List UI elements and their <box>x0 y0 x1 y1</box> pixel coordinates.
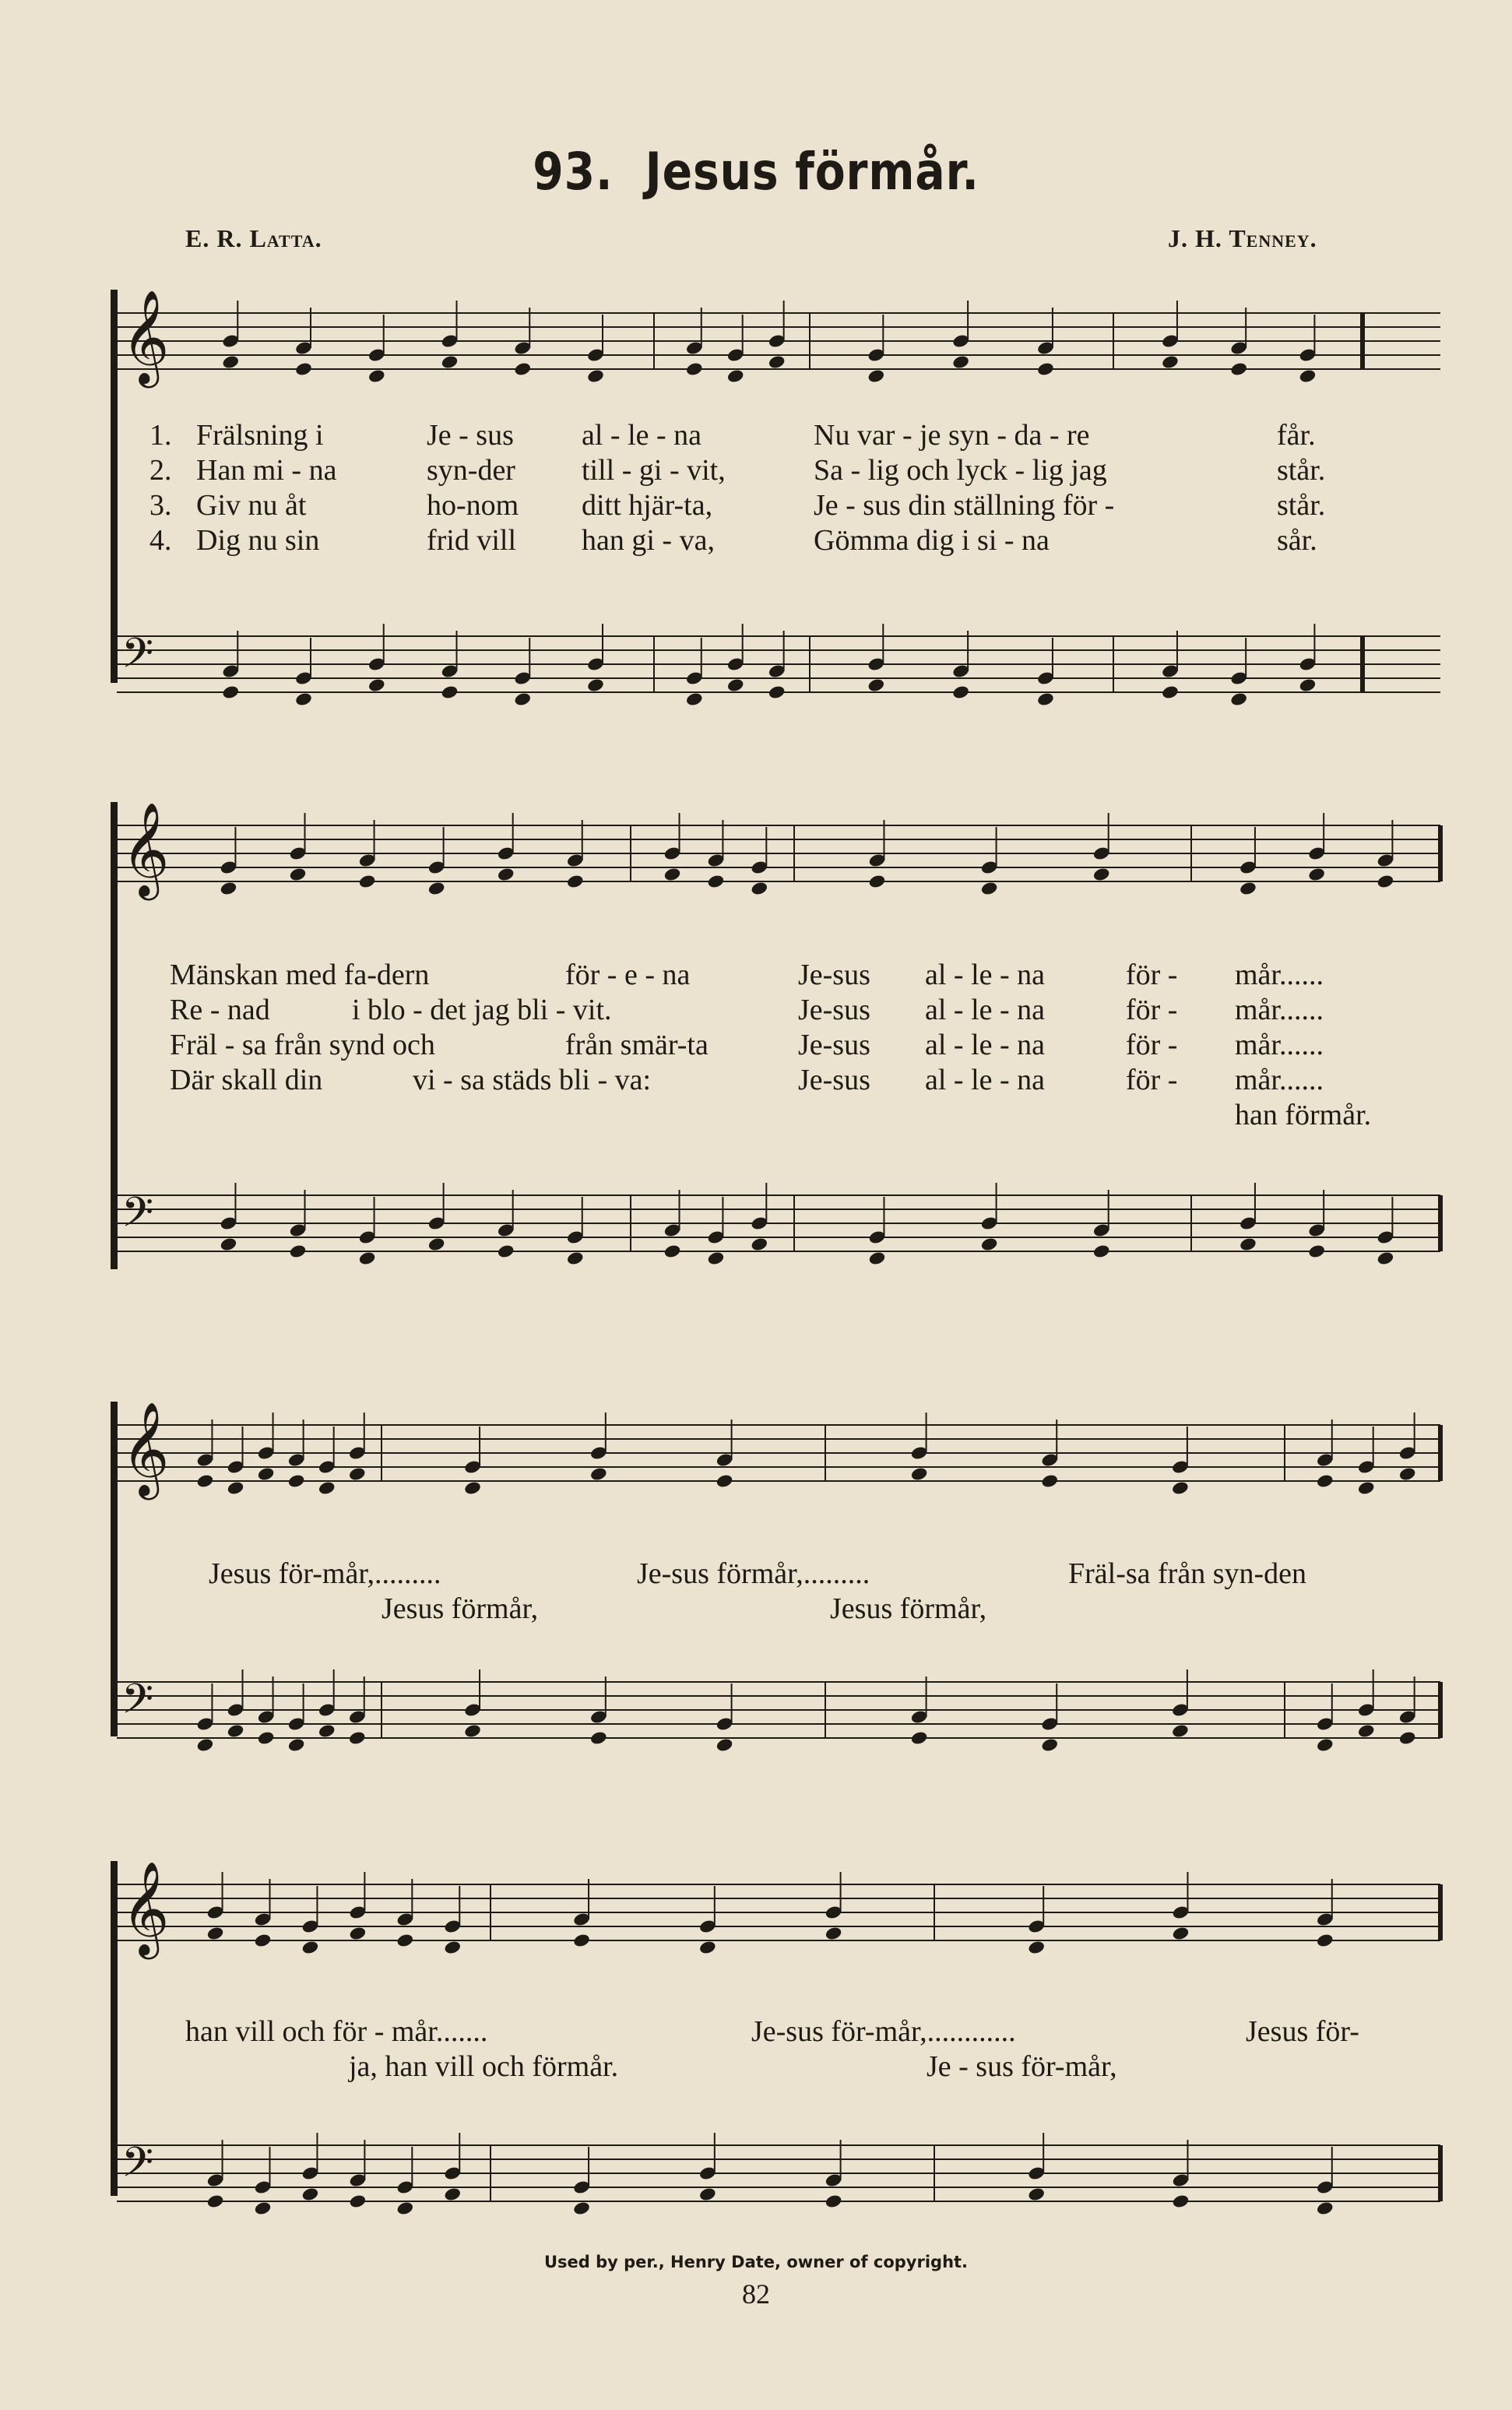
verse-text: al - le - na <box>925 994 1046 1026</box>
treble-clef-icon: 𝄞 <box>121 801 170 896</box>
note-head <box>1316 1737 1334 1753</box>
staff-treble <box>117 1861 1440 1970</box>
note-head <box>1239 1237 1257 1252</box>
verse-text: Je - sus <box>427 419 514 452</box>
note-head <box>566 874 585 889</box>
note-head <box>441 354 459 370</box>
verse-text: Re - nad <box>170 994 270 1026</box>
system-bracket <box>111 290 126 718</box>
verse-text: Han mi - na <box>196 454 337 487</box>
note-head <box>707 874 726 889</box>
verse-text: Je-sus <box>798 1064 870 1096</box>
bass-clef-icon: 𝄢 <box>121 1676 154 1733</box>
note-head <box>586 368 605 384</box>
note-head <box>1299 368 1317 384</box>
verse-number: 4. <box>149 524 172 557</box>
system-bracket <box>111 802 126 1269</box>
note-head <box>768 354 786 370</box>
note-head <box>1316 1933 1334 1948</box>
verse-text: ho-nom <box>427 489 519 522</box>
note-head <box>206 2194 225 2209</box>
note-head <box>726 368 745 384</box>
treble-clef-icon: 𝄞 <box>121 289 170 384</box>
verse-text: står. <box>1277 454 1326 487</box>
bass-clef-icon: 𝄢 <box>121 1189 154 1247</box>
verse-text: för - <box>1126 1029 1178 1061</box>
note-head <box>1398 1466 1417 1482</box>
note-head <box>1398 1730 1417 1746</box>
note-head <box>289 867 308 882</box>
verse-text: för - <box>1126 959 1178 991</box>
note-head <box>1161 354 1180 370</box>
note-head <box>572 1933 591 1948</box>
note-head <box>1027 1940 1046 1955</box>
note-head <box>1172 1926 1190 1941</box>
note-head <box>206 1926 225 1941</box>
note-head <box>497 867 515 882</box>
verse-text: Sa - lig och lyck - lig jag <box>814 454 1107 487</box>
verse-text: står. <box>1277 489 1326 522</box>
chorus-echo-text: Je - sus för-mår, <box>927 2050 1117 2083</box>
note-head <box>868 1251 887 1266</box>
note-head <box>1357 1480 1376 1496</box>
note-head <box>867 368 886 384</box>
note-head <box>589 1466 608 1482</box>
note-head <box>254 2201 273 2216</box>
note-head <box>716 1737 734 1753</box>
note-head <box>396 2201 415 2216</box>
note-head <box>348 1466 367 1482</box>
chorus-text: Jesus för-mår,......... <box>209 1557 441 1590</box>
note-head <box>301 2187 320 2202</box>
chorus-echo-text: Jesus förmår, <box>382 1592 539 1625</box>
note-head <box>1027 2187 1046 2202</box>
note-head <box>254 1933 273 1948</box>
note-head <box>318 1480 336 1496</box>
note-head <box>663 1244 682 1259</box>
verse-text: Där skall din <box>170 1064 323 1096</box>
note-head <box>1316 2201 1334 2216</box>
note-head <box>910 1466 929 1482</box>
note-head <box>396 1933 415 1948</box>
note-head <box>586 677 605 693</box>
note-head <box>463 1723 482 1739</box>
verse-text: al - le - na <box>925 1064 1046 1096</box>
note-head <box>1316 1473 1334 1489</box>
verse-text: syn-der <box>427 454 515 487</box>
note-head <box>1036 361 1055 377</box>
chorus-text: Jesus för- <box>1246 2015 1359 2048</box>
note-head <box>367 368 386 384</box>
verse-text: Je-sus <box>798 1029 870 1061</box>
lyricist-credit: E. R. Latta. <box>185 224 322 252</box>
note-head <box>1161 684 1180 700</box>
note-head <box>513 361 532 377</box>
note-head <box>1299 677 1317 693</box>
bass-clef-icon: 𝄢 <box>121 630 154 688</box>
note-head <box>910 1730 929 1746</box>
note-head <box>867 677 886 693</box>
note-head <box>1357 1723 1376 1739</box>
verse-text: från smär-ta <box>565 1029 709 1061</box>
note-head <box>716 1473 734 1489</box>
verse-text: mår...... <box>1235 1029 1324 1061</box>
verse-number: 3. <box>149 489 172 522</box>
verse-text: för - e - na <box>565 959 691 991</box>
hymn-title: 93. Jesus förmår. <box>533 142 979 202</box>
note-head <box>707 1251 726 1266</box>
note-head <box>427 881 446 896</box>
verse-text: ditt hjär-ta, <box>582 489 713 522</box>
note-head <box>220 881 238 896</box>
note-head <box>349 1926 367 1941</box>
verse-text: han gi - va, <box>582 524 715 557</box>
chorus-echo-text: Jesus förmår, <box>830 1592 987 1625</box>
note-head <box>1092 867 1111 882</box>
note-head <box>1307 867 1326 882</box>
note-head <box>443 2187 462 2202</box>
verse-text: al - le - na <box>925 959 1046 991</box>
staff-treble <box>117 290 1440 399</box>
note-head <box>980 1237 999 1252</box>
refrain-ending-text: han förmår. <box>1235 1099 1372 1131</box>
verse-text: al - le - na <box>582 419 702 452</box>
note-head <box>221 354 240 370</box>
note-head <box>463 1480 482 1496</box>
verse-text: Frälsning i <box>196 419 324 452</box>
verse-text: Je - sus din ställning för - <box>814 489 1115 522</box>
verse-text: Dig nu sin <box>196 524 320 557</box>
note-head <box>196 1737 215 1753</box>
verse-text: Je-sus <box>798 959 870 991</box>
verse-text: vi - sa städs bli - va: <box>413 1064 652 1096</box>
treble-clef-icon: 𝄞 <box>121 1860 170 1955</box>
note-head <box>751 881 769 896</box>
note-head <box>1040 1737 1059 1753</box>
note-head <box>698 2187 717 2202</box>
note-head <box>1307 1244 1326 1259</box>
page-number: 82 <box>742 2278 770 2310</box>
verse-text: Je-sus <box>798 994 870 1026</box>
music-system-1 <box>117 290 1440 718</box>
note-head <box>287 1473 306 1489</box>
note-head <box>825 1926 843 1941</box>
note-head <box>825 2194 843 2209</box>
verse-text: mår...... <box>1235 1064 1324 1096</box>
note-head <box>349 2194 367 2209</box>
note-head <box>367 677 386 693</box>
verse-text: för - <box>1126 1064 1178 1096</box>
note-head <box>257 1466 276 1482</box>
note-head <box>294 691 313 707</box>
staff-bass <box>117 1172 1440 1281</box>
verse-text: Gömma dig i si - na <box>814 524 1050 557</box>
note-head <box>301 1940 320 1955</box>
staff-bass <box>117 613 1440 722</box>
note-head <box>589 1730 608 1746</box>
note-head <box>751 1237 769 1252</box>
note-head <box>441 684 459 700</box>
note-head <box>868 874 887 889</box>
note-head <box>951 684 970 700</box>
note-head <box>294 361 313 377</box>
note-head <box>221 684 240 700</box>
chorus-text: Fräl-sa från syn-den <box>1068 1557 1307 1590</box>
system-bracket <box>111 1861 126 2196</box>
staff-bass <box>117 1659 1440 1768</box>
note-head <box>685 691 704 707</box>
treble-clef-icon: 𝄞 <box>121 1401 170 1496</box>
verse-text: Fräl - sa från synd och <box>170 1029 435 1061</box>
note-head <box>1040 1473 1059 1489</box>
note-head <box>1229 361 1248 377</box>
note-head <box>358 1251 377 1266</box>
note-head <box>227 1480 245 1496</box>
verse-text: frid vill <box>427 524 517 557</box>
verse-text: Mänskan med fa-dern <box>170 959 430 991</box>
staff-treble <box>117 802 1440 911</box>
staff-bass <box>117 2122 1440 2231</box>
verse-text: för - <box>1126 994 1178 1026</box>
note-head <box>1171 1480 1190 1496</box>
bass-clef-icon: 𝄢 <box>121 2139 154 2197</box>
copyright-note: Used by per., Henry Date, owner of copyright. <box>543 2253 969 2271</box>
verse-number: 1. <box>149 419 172 452</box>
note-head <box>287 1737 306 1753</box>
note-head <box>257 1730 276 1746</box>
note-head <box>318 1723 336 1739</box>
verse-text: al - le - na <box>925 1029 1046 1061</box>
note-head <box>726 677 745 693</box>
chorus-echo-text: ja, han vill och förmår. <box>349 2050 619 2083</box>
verse-text: till - gi - vit, <box>582 454 726 487</box>
note-head <box>358 874 377 889</box>
verse-text: mår...... <box>1235 994 1324 1026</box>
note-head <box>220 1237 238 1252</box>
note-head <box>1092 1244 1111 1259</box>
note-head <box>427 1237 446 1252</box>
note-head <box>443 1940 462 1955</box>
staff-treble <box>117 1402 1440 1511</box>
note-head <box>768 684 786 700</box>
note-head <box>196 1473 215 1489</box>
note-head <box>1171 1723 1190 1739</box>
note-head <box>1377 1251 1395 1266</box>
verse-text: får. <box>1277 419 1316 452</box>
note-head <box>348 1730 367 1746</box>
note-head <box>980 881 999 896</box>
note-head <box>685 361 704 377</box>
note-head <box>572 2201 591 2216</box>
chorus-text: Je-sus för-mår,............ <box>751 2015 1016 2048</box>
note-head <box>289 1244 308 1259</box>
note-head <box>663 867 682 882</box>
note-head <box>951 354 970 370</box>
verse-text: Nu var - je syn - da - re <box>814 419 1090 452</box>
note-head <box>698 1940 717 1955</box>
note-head <box>1229 691 1248 707</box>
note-head <box>1172 2194 1190 2209</box>
note-head <box>1239 881 1257 896</box>
composer-credit: J. H. Tenney. <box>1168 224 1317 252</box>
verse-number: 2. <box>149 454 172 487</box>
note-head <box>566 1251 585 1266</box>
note-head <box>513 691 532 707</box>
note-head <box>1036 691 1055 707</box>
verse-text: sår. <box>1277 524 1317 557</box>
chorus-text: han vill och för - mår....... <box>185 2015 488 2048</box>
verse-text: i blo - det jag bli - vit. <box>352 994 612 1026</box>
verse-text: mår...... <box>1235 959 1324 991</box>
note-head <box>497 1244 515 1259</box>
note-head <box>227 1723 245 1739</box>
system-bracket <box>111 1402 126 1736</box>
note-head <box>1377 874 1395 889</box>
verse-text: Giv nu åt <box>196 489 307 522</box>
chorus-text: Je-sus förmår,......... <box>637 1557 870 1590</box>
